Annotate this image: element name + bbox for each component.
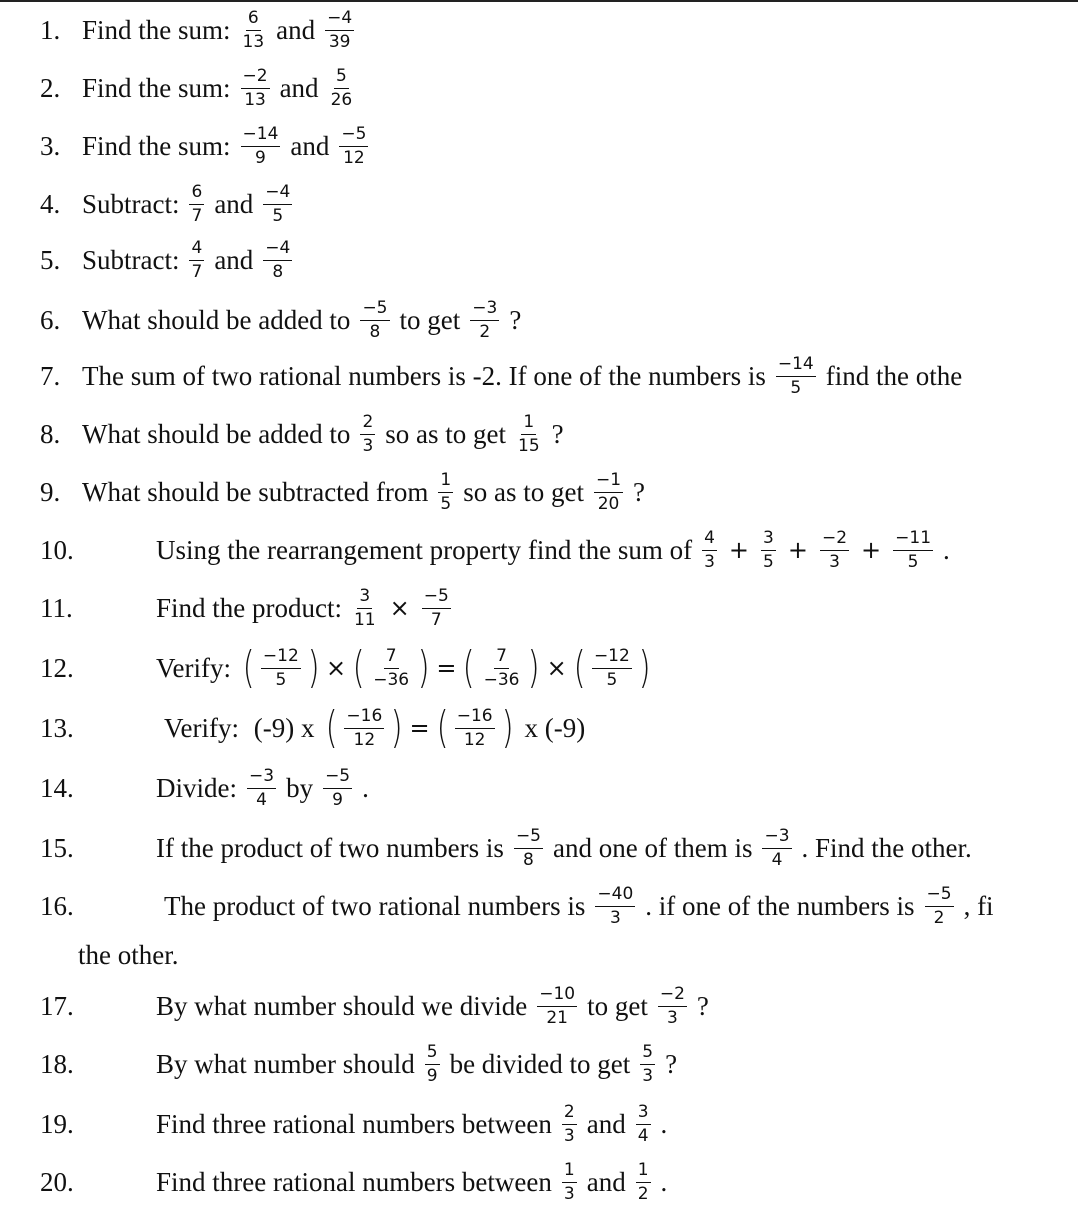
question-text: and [279, 72, 319, 103]
question-number: 15. [40, 832, 74, 863]
question-number: 16. [40, 890, 74, 921]
question-16-continuation: the other. [78, 940, 179, 970]
question-3 [0, 116, 1078, 176]
question-number: 20. [40, 1166, 74, 1197]
question-text: to get [399, 304, 461, 335]
question-4 [0, 174, 1078, 234]
question-number: 12. [40, 652, 74, 683]
right-paren: ) [528, 642, 541, 693]
question-text: . [660, 1108, 668, 1139]
question-text: . if one of the numbers is [645, 890, 915, 921]
question-text: The sum of two rational numbers is -2. If one of the numbers is [82, 360, 766, 391]
fraction: $\frac{7}{-36}$ [483, 645, 520, 690]
times-sign: × [325, 654, 347, 682]
question-text: Find the sum: [82, 130, 231, 161]
fraction: $\frac{6}{7}$ [191, 181, 203, 226]
fraction: $\frac{-40}{3}$ [597, 883, 634, 928]
question-text: and [586, 1166, 626, 1197]
question-10 [0, 520, 1078, 580]
equals-sign: = [409, 714, 430, 742]
question-6 [0, 290, 1078, 350]
question-number: 10. [40, 534, 74, 565]
plus-sign: + [728, 536, 750, 564]
fraction: $\frac{-5}{12}$ [341, 123, 367, 168]
question-text: ? [665, 1048, 678, 1079]
plus-sign: + [861, 536, 882, 564]
question-text: and [276, 14, 316, 45]
plus-sign: + [787, 536, 808, 564]
question-number: 13. [40, 712, 74, 743]
fraction: $\frac{3}{11}$ [353, 585, 376, 630]
fraction: $\frac{4}{7}$ [191, 237, 203, 282]
fraction: $\frac{-4}{8}$ [265, 237, 291, 282]
fraction: $\frac{-5}{9}$ [325, 765, 351, 810]
question-text: so as to get [463, 476, 584, 507]
question-text: . Find the other. [801, 832, 972, 863]
question-text: Find the sum: [82, 14, 231, 45]
question-number: 11. [40, 592, 73, 623]
question-8 [0, 404, 1078, 464]
question-number: 9. [40, 476, 61, 507]
question-text: Subtract: [82, 188, 180, 219]
fraction: $\frac{1}{15}$ [518, 411, 540, 456]
left-paren: ( [573, 642, 586, 693]
left-paren: ( [462, 642, 476, 693]
question-number: 17. [40, 990, 74, 1021]
question-text: by [286, 772, 314, 803]
question-number: 18. [40, 1048, 74, 1079]
question-text: and [290, 130, 330, 161]
question-text: . [660, 1166, 668, 1197]
fraction: $\frac{-1}{20}$ [595, 469, 622, 514]
question-14 [0, 758, 1078, 818]
question-text: By what number should [156, 1048, 415, 1079]
fraction: $\frac{-16}{12}$ [456, 705, 493, 750]
question-text: (-9) x [253, 712, 315, 743]
question-number: 14. [40, 772, 74, 803]
question-text: Subtract: [82, 244, 180, 275]
question-text: and [214, 188, 254, 219]
question-number: 4. [40, 188, 61, 219]
fraction: $\frac{-4}{5}$ [265, 181, 291, 226]
fraction: $\frac{2}{3}$ [563, 1101, 575, 1146]
fraction: $\frac{1}{5}$ [440, 469, 452, 514]
question-text: The product of two rational numbers is [164, 890, 586, 921]
question-text: Verify: [164, 712, 239, 743]
times-sign: × [389, 594, 410, 622]
right-paren: ) [417, 642, 430, 693]
question-number: 8. [40, 418, 61, 449]
question-text: Divide: [156, 772, 237, 803]
question-text: Find the sum: [82, 72, 231, 103]
question-number: 6. [40, 304, 61, 335]
question-number: 5. [40, 244, 61, 275]
fraction: $\frac{-2}{13}$ [242, 65, 268, 110]
fraction: $\frac{-5}{7}$ [423, 585, 449, 630]
fraction: $\frac{-14}{5}$ [777, 353, 814, 398]
fraction: $\frac{-14}{9}$ [242, 123, 279, 168]
left-paren: ( [242, 642, 255, 693]
question-15 [0, 818, 1078, 878]
fraction: $\frac{7}{-36}$ [373, 645, 410, 690]
left-paren: ( [436, 702, 449, 753]
question-text: ? [633, 476, 646, 507]
question-text: and [586, 1108, 626, 1139]
question-text: Find three rational numbers between [156, 1166, 552, 1197]
question-13 [0, 698, 1078, 758]
fraction: $\frac{-12}{5}$ [593, 645, 630, 690]
fraction: $\frac{3}{4}$ [637, 1101, 649, 1146]
question-text: Find the product: [156, 592, 342, 623]
question-text: ? [551, 418, 564, 449]
question-19 [0, 1094, 1078, 1154]
question-text: ? [509, 304, 522, 335]
question-text: . [943, 534, 950, 565]
question-text: . [362, 772, 369, 803]
fraction: $\frac{5}{26}$ [330, 65, 353, 110]
fraction: $\frac{4}{3}$ [704, 527, 715, 572]
equals-sign: = [436, 654, 457, 682]
fraction: $\frac{-16}{12}$ [346, 705, 383, 750]
question-text: What should be subtracted from [82, 476, 429, 507]
fraction: $\frac{-3}{4}$ [764, 825, 790, 870]
right-paren: ) [638, 642, 651, 693]
question-16 [0, 876, 1078, 936]
left-paren: ( [352, 642, 365, 693]
question-text: be divided to get [449, 1048, 631, 1079]
question-5 [0, 230, 1078, 290]
question-12 [0, 638, 1078, 698]
question-number: 19. [40, 1108, 74, 1139]
question-text: and [214, 244, 254, 275]
question-2 [0, 58, 1078, 118]
question-text: , fi [963, 890, 994, 921]
question-number: 2. [40, 72, 61, 103]
question-text: so as to get [385, 418, 507, 449]
fraction: $\frac{-4}{39}$ [327, 7, 353, 52]
fraction: $\frac{-3}{4}$ [249, 765, 275, 810]
question-text: By what number should we divide [156, 990, 528, 1021]
right-paren: ) [390, 702, 403, 753]
question-text: What should be added to [82, 304, 351, 335]
question-text: Find three rational numbers between [156, 1108, 552, 1139]
question-text: If the product of two numbers is [156, 832, 504, 863]
question-9 [0, 462, 1078, 522]
fraction: $\frac{-3}{2}$ [472, 297, 498, 342]
right-paren: ) [501, 702, 514, 753]
question-text: Verify: [156, 652, 231, 683]
fraction: $\frac{5}{9}$ [426, 1041, 438, 1086]
question-text: What should be added to [82, 418, 351, 449]
question-text: find the othe [825, 360, 963, 391]
fraction: $\frac{-12}{5}$ [262, 645, 299, 690]
fraction: $\frac{-11}{5}$ [895, 527, 932, 572]
question-text: ? [696, 990, 709, 1021]
fraction: $\frac{-10}{21}$ [539, 983, 576, 1028]
question-1 [0, 0, 1078, 60]
question-11 [0, 578, 1078, 638]
fraction: $\frac{1}{3}$ [563, 1159, 575, 1204]
question-text: x (-9) [524, 712, 586, 743]
left-paren: ( [325, 702, 338, 753]
fraction: $\frac{1}{2}$ [637, 1159, 649, 1204]
fraction: $\frac{-5}{2}$ [926, 883, 952, 928]
question-text: to get [587, 990, 648, 1021]
times-sign: × [546, 654, 567, 682]
question-number: 3. [40, 130, 61, 161]
right-paren: ) [307, 642, 320, 693]
question-number: 1. [40, 14, 61, 45]
question-17 [0, 976, 1078, 1036]
fraction: $\frac{5}{3}$ [642, 1041, 654, 1086]
fraction: $\frac{-2}{3}$ [659, 983, 685, 1028]
fraction: $\frac{-5}{8}$ [362, 297, 388, 342]
fraction: $\frac{-2}{3}$ [821, 527, 848, 572]
fraction: $\frac{6}{13}$ [242, 7, 265, 52]
question-20 [0, 1152, 1078, 1212]
question-number: 7. [40, 360, 61, 391]
fraction: $\frac{2}{3}$ [362, 411, 374, 456]
fraction: $\frac{3}{5}$ [763, 527, 774, 572]
fraction: $\frac{-5}{8}$ [515, 825, 541, 870]
question-text: and one of them is [553, 832, 753, 863]
question-18 [0, 1034, 1078, 1094]
question-text: Using the rearrangement property find the sum of [156, 534, 693, 565]
question-7 [0, 346, 1078, 406]
